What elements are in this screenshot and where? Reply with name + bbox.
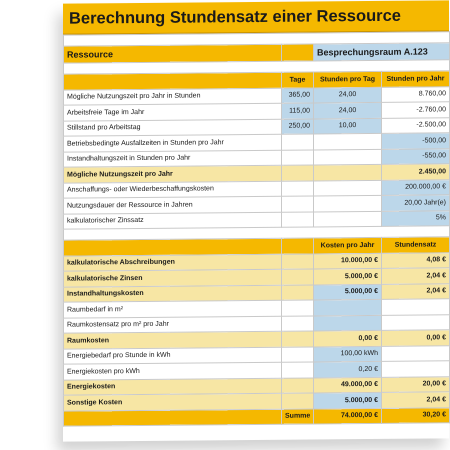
row-label: Instandhaltungskosten [64,285,282,302]
sheet-title: Berechnung Stundensatz einer Ressource [63,0,449,34]
rate-cell: 2,04 € [382,283,450,299]
header-stundensatz: Stundensatz [382,237,450,253]
row-label: Mögliche Nutzungszeit pro Jahr [64,165,282,182]
input-cell[interactable]: 20,00 Jahr(e) [382,195,450,211]
resource-label: Ressource [64,44,282,63]
header-kosten-pro-jahr: Kosten pro Jahr [314,237,382,253]
sum-cost-cell: 74.000,00 € [314,408,382,424]
calculation-table [63,31,450,426]
spreadsheet-sheet [63,0,449,441]
input-cell[interactable]: 100,00 kWh [314,346,382,362]
input-cell[interactable]: -500,00 [382,133,450,149]
row-label: Raumbedarf in m² [64,300,282,317]
row-label: Stillstand pro Arbeitstag [64,119,282,136]
input-cell[interactable]: 24,00 [314,87,382,103]
header-stunden-pro-jahr: Stunden pro Jahr [382,71,450,87]
cost-cell: 5.000,00 € [314,268,382,284]
row-label: Betriebsbedingte Ausfallzeiten in Stunden pro Jahr [64,134,282,151]
row-label: Energiekosten pro kWh [64,362,282,379]
input-cell[interactable] [314,315,382,331]
rate-cell: 20,00 € [382,376,450,392]
input-cell[interactable]: 5% [382,210,450,226]
input-cell[interactable]: 10,00 [314,118,382,134]
rate-cell: 4,08 € [382,252,450,268]
input-cell[interactable]: 365,00 [282,87,314,103]
row-label: Energiebedarf pro Stunde in kWh [64,347,282,364]
total-cell: 2.450,00 [382,164,450,180]
row-label: Nutzungsdauer der Ressource in Jahren [64,196,282,213]
row-label: Anschaffungs- oder Wiederbeschaffungskosten [64,181,282,198]
cost-cell: 49.000,00 € [314,377,382,393]
input-cell[interactable] [314,299,382,315]
header-stunden-pro-tag: Stunden pro Tag [314,71,382,87]
value-cell: 8.760,00 [382,86,450,102]
input-cell[interactable]: 200.000,00 € [382,179,450,195]
row-label: Energiekosten [64,378,282,395]
header-tage: Tage [282,72,314,88]
sum-rate-cell: 30,20 € [382,407,450,423]
resource-value[interactable]: Besprechungsraum A.123 [314,43,450,61]
row-label: kalkulatorische Abschreibungen [64,254,282,271]
rate-cell: 2,04 € [382,392,450,408]
rate-cell: 0,00 € [382,330,450,346]
input-cell[interactable]: -550,00 [382,148,450,164]
input-cell[interactable]: 5.000,00 € [314,284,382,300]
row-label: Sonstige Kosten [64,393,282,410]
row-label: Raumkosten [64,331,282,348]
row-label: kalkulatorische Zinsen [64,269,282,286]
value-cell: -2.500,00 [382,117,450,133]
row-label: Raumkostensatz pro m² pro Jahr [64,316,282,333]
value-cell: -2.760,00 [382,102,450,118]
cost-cell: 0,00 € [314,330,382,346]
input-cell[interactable]: 24,00 [314,102,382,118]
sum-label: Summe [282,408,314,424]
cost-cell: 10.000,00 € [314,253,382,269]
input-cell[interactable]: 0,20 € [314,361,382,377]
row-label: Arbeitsfreie Tage im Jahr [64,103,282,120]
row-label: Instandhaltungszeit in Stunden pro Jahr [64,150,282,167]
input-cell[interactable]: 5.000,00 € [314,392,382,408]
input-cell[interactable]: 250,00 [282,118,314,134]
row-label [64,409,282,426]
row-label: kalkulatorischer Zinssatz [64,212,282,229]
row-label: Mögliche Nutzungszeit pro Jahr in Stunden [64,88,282,105]
rate-cell: 2,04 € [382,268,450,284]
input-cell[interactable]: 115,00 [282,103,314,119]
